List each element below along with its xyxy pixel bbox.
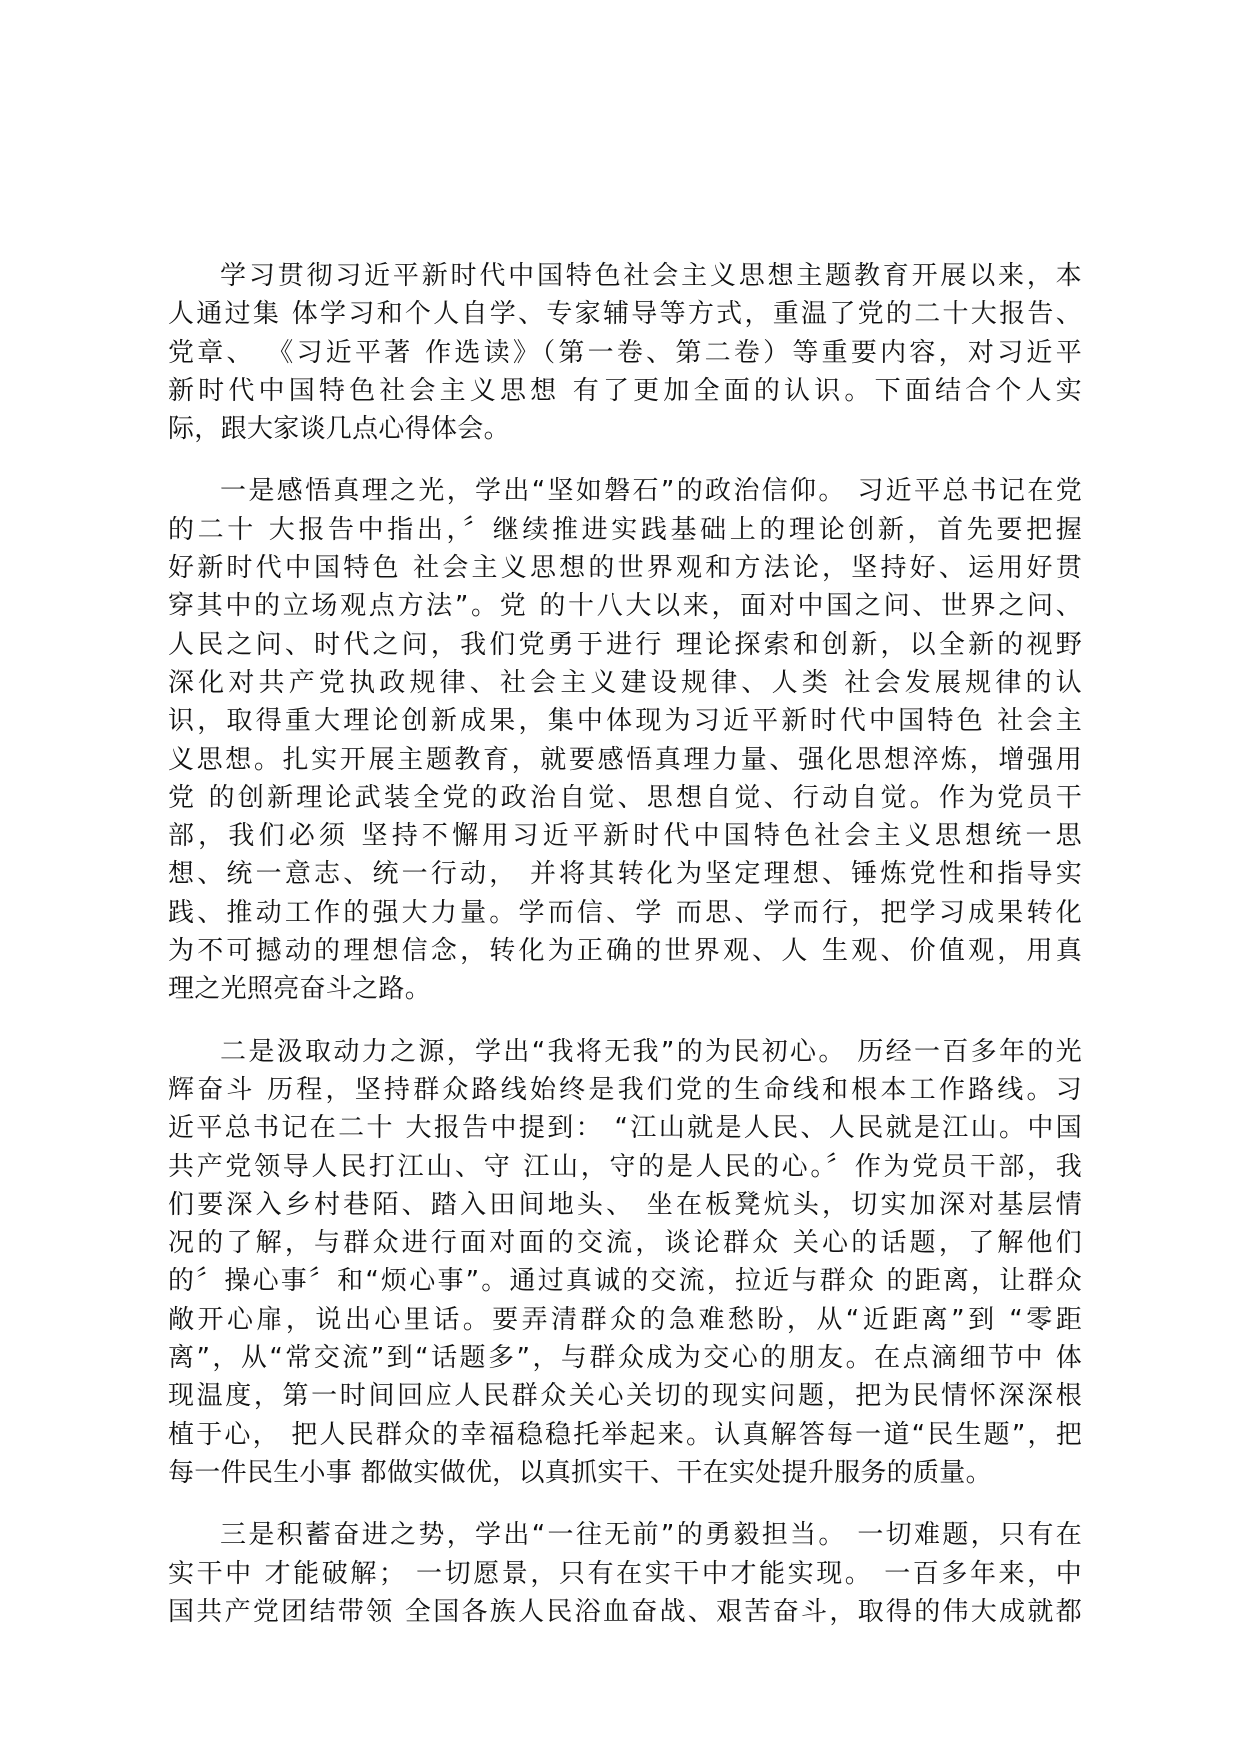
text-line: 党 的创新理论武装全党的政治自觉、思想自觉、行动自觉。作为党员干 — [168, 782, 1082, 813]
paragraph-point-two — [168, 1033, 1082, 1493]
text-line: 共产党领导人民打江山、守 江山，守的是人民的心。〞作为党员干部，我 — [168, 1151, 1082, 1182]
text-line: 二是汲取动力之源，学出“我将无我”的为民初心。 历经一百多年的光 — [220, 1036, 1082, 1067]
text-line: 学习贯彻习近平新时代中国特色社会主义思想主题教育开展以来，本 — [220, 261, 1082, 291]
text-line: 党章、 《习近平著 作选读》（第一卷、第二卷）等重要内容，对习近平 — [168, 337, 1082, 368]
text-line: 植于心， 把人民群众的幸福稳稳托举起来。认真解答每一道“民生题”，把 — [168, 1419, 1082, 1450]
text-line: 每一件民生小事 都做实做优，以真抓实干、干在实处提升服务的质量。 — [168, 1457, 992, 1488]
text-line: 理之光照亮奋斗之路。 — [168, 974, 432, 1005]
text-line: 现温度，第一时间回应人民群众关心关切的现实问题，把为民情怀深深根 — [168, 1381, 1082, 1412]
text-line: 践、推动工作的强大力量。学而信、学 而思、学而行，把学习成果转化 — [168, 897, 1082, 928]
text-line: 好新时代中国特色 社会主义思想的世界观和方法论，坚持好、运用好贯 — [168, 553, 1082, 584]
text-line: 近平总书记在二十 大报告中提到： “江山就是人民、人民就是江山。中国 — [168, 1113, 1082, 1144]
paragraph-point-three — [168, 1516, 1082, 1631]
paragraph-intro — [168, 257, 1082, 448]
text-line: 三是积蓄奋进之势，学出“一往无前”的勇毅担当。 一切难题，只有在 — [220, 1520, 1082, 1551]
text-line: 识，取得重大理论创新成果，集中体现为习近平新时代中国特色 社会主 — [168, 706, 1082, 737]
text-line: 际，跟大家谈几点心得体会。 — [168, 414, 510, 445]
text-line: 人通过集 体学习和个人自学、专家辅导等方式，重温了党的二十大报告、 — [168, 299, 1082, 330]
document-body — [168, 257, 1082, 1655]
text-line: 辉奋斗 历程，坚持群众路线始终是我们党的生命线和根本工作路线。习 — [168, 1074, 1082, 1105]
text-line: 为不可撼动的理想信念，转化为正确的世界观、人 生观、价值观，用真 — [168, 936, 1082, 967]
text-line: 想、统一意志、统一行动， 并将其转化为坚定理想、锤炼党性和指导实 — [168, 859, 1082, 890]
text-line: 的〞操心事〞和“烦心事”。通过真诚的交流，拉近与群众 的距离，让群众 — [168, 1266, 1082, 1297]
text-line: 离”，从“常交流”到“话题多”，与群众成为交心的朋友。在点滴细节中 体 — [168, 1343, 1082, 1374]
text-line: 们要深入乡村巷陌、踏入田间地头、 坐在板凳炕头，切实加深对基层情 — [168, 1189, 1082, 1220]
text-line: 国共产党团结带领 全国各族人民浴血奋战、艰苦奋斗，取得的伟大成就都 — [168, 1596, 1082, 1627]
text-line: 况的了解，与群众进行面对面的交流，谈论群众 关心的话题，了解他们 — [168, 1228, 1082, 1259]
text-line: 实干中 才能破解； 一切愿景，只有在实干中才能实现。 一百多年来，中 — [168, 1558, 1082, 1589]
text-line: 一是感悟真理之光，学出“坚如磐石”的政治信仰。 习近平总书记在党 — [220, 476, 1082, 507]
text-line: 部，我们必须 坚持不懈用习近平新时代中国特色社会主义思想统一思 — [168, 821, 1082, 852]
text-line: 义思想。扎实开展主题教育，就要感悟真理力量、强化思想淬炼，增强用 — [168, 744, 1082, 775]
text-line: 新时代中国特色社会主义思想 有了更加全面的认识。下面结合个人实 — [168, 375, 1082, 406]
text-line: 穿其中的立场观点方法”。党 的十八大以来，面对中国之问、世界之问、 — [168, 591, 1082, 622]
paragraph-point-one — [168, 472, 1082, 1008]
text-line: 人民之问、时代之问，我们党勇于进行 理论探索和创新，以全新的视野 — [168, 629, 1082, 660]
text-line: 敞开心扉，说出心里话。要弄清群众的急难愁盼，从“近距离”到 “零距 — [168, 1304, 1082, 1335]
text-line: 深化对共产党执政规律、社会主义建设规律、人类 社会发展规律的认 — [168, 667, 1082, 698]
text-line: 的二十 大报告中指出，〞继续推进实践基础上的理论创新，首先要把握 — [168, 514, 1082, 545]
